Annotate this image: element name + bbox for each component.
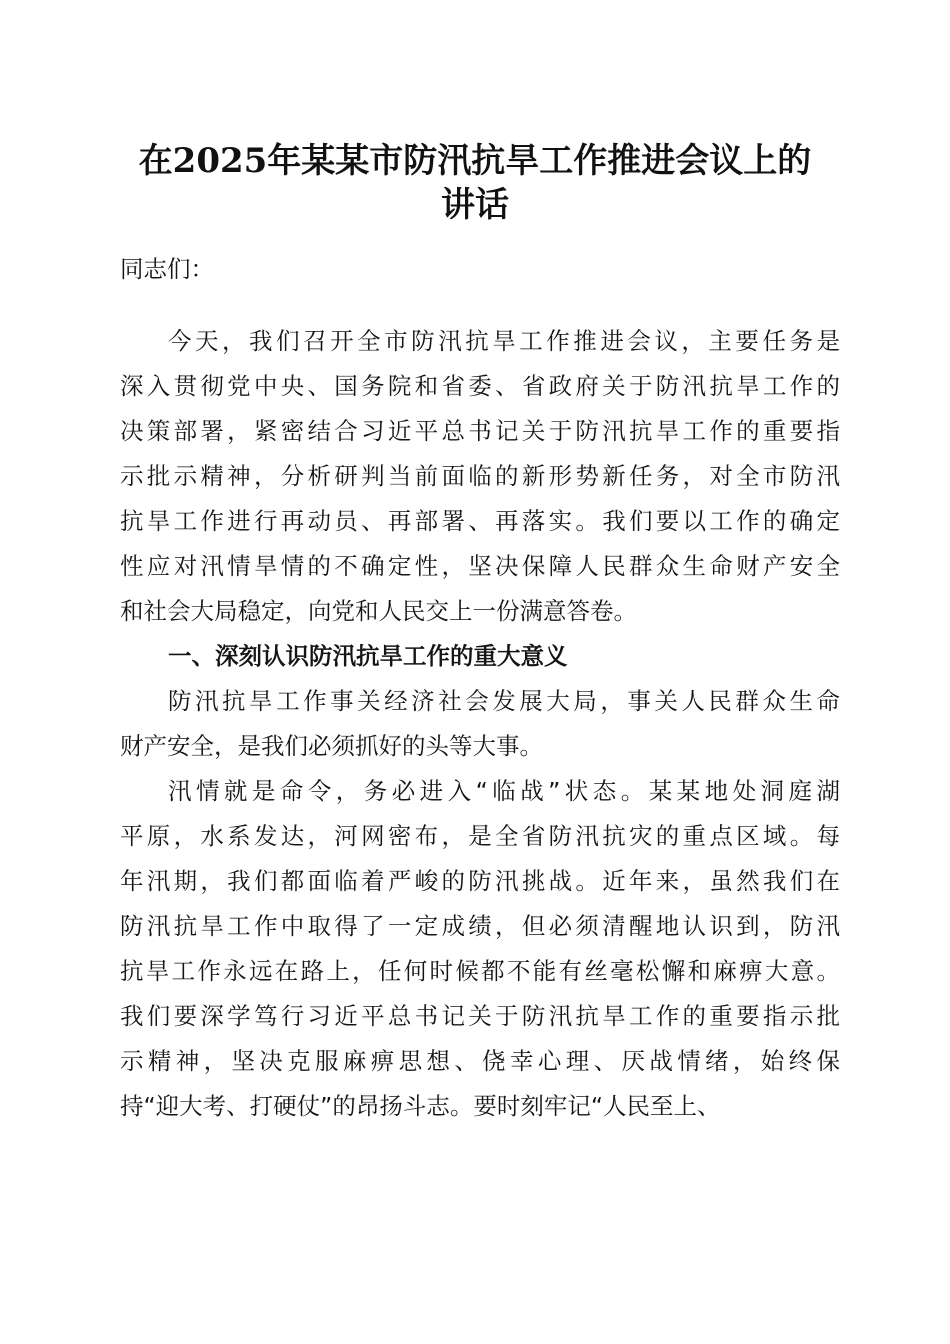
paragraph-line: 汛情就是命令，务必进入“临战”状态。某某地处洞庭湖 [168, 777, 840, 805]
paragraph-line: 持“迎大考、打硬仗”的昂扬斗志。要时刻牢记“人民至上、 [120, 1092, 721, 1120]
paragraph-line: 决策部署，紧密结合习近平总书记关于防汛抗旱工作的重要指 [120, 417, 840, 445]
document-title-line-2: 讲话 [441, 185, 509, 225]
paragraph-line: 今天，我们召开全市防汛抗旱工作推进会议，主要任务是 [168, 327, 840, 355]
paragraph-line: 抗旱工作永远在路上，任何时候都不能有丝毫松懈和麻痹大意。 [120, 957, 840, 985]
paragraph-line: 深入贯彻党中央、国务院和省委、省政府关于防汛抗旱工作的 [120, 372, 840, 400]
salutation: 同志们： [120, 255, 214, 283]
paragraph-line: 财产安全，是我们必须抓好的头等大事。 [120, 732, 543, 760]
paragraph-line: 和社会大局稳定，向党和人民交上一份满意答卷。 [120, 597, 637, 625]
paragraph-line: 我们要深学笃行习近平总书记关于防汛抗旱工作的重要指示批 [120, 1002, 840, 1030]
paragraph-line: 抗旱工作进行再动员、再部署、再落实。我们要以工作的确定 [120, 507, 840, 535]
paragraph-line: 平原，水系发达，河网密布，是全省防汛抗灾的重点区域。每 [120, 822, 840, 850]
section-heading: 一、深刻认识防汛抗旱工作的重大意义 [168, 642, 568, 670]
paragraph-line: 示批示精神，分析研判当前面临的新形势新任务，对全市防汛 [120, 462, 840, 490]
paragraph-line: 示精神，坚决克服麻痹思想、侥幸心理、厌战情绪，始终保 [120, 1047, 840, 1075]
paragraph-line: 性应对汛情旱情的不确定性，坚决保障人民群众生命财产安全 [120, 552, 840, 580]
paragraph-line: 防汛抗旱工作事关经济社会发展大局，事关人民群众生命 [168, 687, 840, 715]
paragraph-line: 年汛期，我们都面临着严峻的防汛挑战。近年来，虽然我们在 [120, 867, 840, 895]
document-title-line-1: 在2025年某某市防汛抗旱工作推进会议上的 [138, 141, 812, 181]
paragraph-line: 防汛抗旱工作中取得了一定成绩，但必须清醒地认识到，防汛 [120, 912, 840, 940]
